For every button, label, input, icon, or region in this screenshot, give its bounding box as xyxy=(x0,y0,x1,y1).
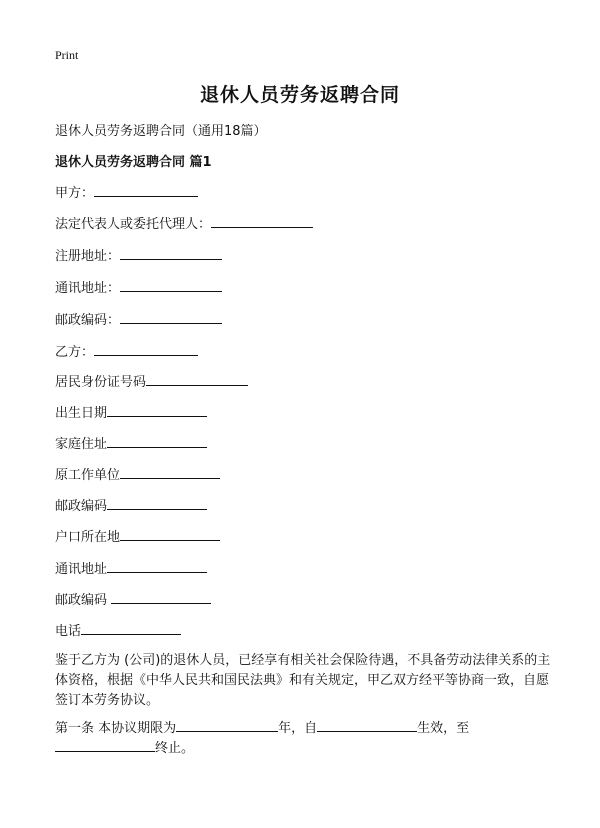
birth-date-blank xyxy=(107,402,207,417)
document-title: 退休人员劳务返聘合同 xyxy=(199,84,400,106)
party-a-field xyxy=(55,182,198,203)
section-title: 退休人员劳务返聘合同 篇1 xyxy=(55,155,212,170)
hukou-location-field xyxy=(55,526,220,547)
party-b-label: 乙方： xyxy=(55,345,95,360)
comm-address-a-label: 通讯地址： xyxy=(55,281,121,296)
party-b-field xyxy=(55,341,198,362)
id-number-blank xyxy=(146,371,248,386)
party-a-label: 甲方： xyxy=(55,186,95,201)
id-number-field xyxy=(55,371,248,392)
term-years-blank xyxy=(176,717,278,732)
document-subtitle: 退休人员劳务返聘合同（通用18篇） xyxy=(55,124,267,139)
postcode-b-label: 邮政编码 xyxy=(55,499,108,514)
postcode-c-label: 邮政编码 xyxy=(55,593,108,608)
article-1-line-1 xyxy=(55,717,469,739)
phone-field xyxy=(55,620,181,641)
comm-address-b-blank xyxy=(107,558,207,573)
former-employer-field xyxy=(55,464,220,485)
legal-rep-blank xyxy=(211,213,313,228)
phone-label: 电话 xyxy=(55,624,82,639)
postcode-b-blank xyxy=(107,495,207,510)
postcode-a-field xyxy=(55,309,222,330)
comm-address-a-blank xyxy=(120,277,222,292)
legal-rep-field xyxy=(55,213,313,234)
article-1-effective-label: 生效，至 xyxy=(417,721,470,736)
comm-address-b-field xyxy=(55,558,207,579)
article-1-from-label: 年，自 xyxy=(278,721,318,736)
postcode-b-field xyxy=(55,495,207,516)
former-employer-blank xyxy=(120,464,220,479)
postcode-c-field xyxy=(55,589,211,610)
postcode-a-blank xyxy=(120,309,222,324)
comm-address-b-label: 通讯地址 xyxy=(55,562,108,577)
home-address-blank xyxy=(107,433,207,448)
id-number-label: 居民身份证号码 xyxy=(55,375,147,390)
party-a-blank xyxy=(94,182,198,197)
legal-rep-label: 法定代表人或委托代理人： xyxy=(55,217,212,232)
hukou-location-blank xyxy=(120,526,220,541)
reg-address-blank xyxy=(120,245,222,260)
home-address-label: 家庭住址 xyxy=(55,437,108,452)
home-address-field xyxy=(55,433,207,454)
print-link[interactable]: Print xyxy=(55,48,79,62)
start-date-blank xyxy=(317,717,417,732)
end-date-blank xyxy=(55,737,155,752)
article-1-line-2 xyxy=(55,737,194,759)
reg-address-field xyxy=(55,245,222,266)
comm-address-a-field xyxy=(55,277,222,298)
preamble-paragraph: 鉴于乙方为 (公司)的退休人员，已经享有相关社会保险待遇，不具备劳动法律关系的主体资格，根据《中华人民共和国民法典》和有关规定，甲乙双方经平等协商一致，自愿签订本劳务协议。 xyxy=(55,653,551,708)
party-b-blank xyxy=(94,341,198,356)
postcode-a-label: 邮政编码： xyxy=(55,313,121,328)
birth-date-label: 出生日期 xyxy=(55,406,108,421)
reg-address-label: 注册地址： xyxy=(55,249,121,264)
article-1-term-label: 第一条 本协议期限为 xyxy=(55,721,177,736)
birth-date-field xyxy=(55,402,207,423)
postcode-c-blank xyxy=(111,589,211,604)
hukou-location-label: 户口所在地 xyxy=(55,530,121,545)
former-employer-label: 原工作单位 xyxy=(55,468,121,483)
article-1-end-label: 终止。 xyxy=(155,741,195,756)
phone-blank xyxy=(81,620,181,635)
